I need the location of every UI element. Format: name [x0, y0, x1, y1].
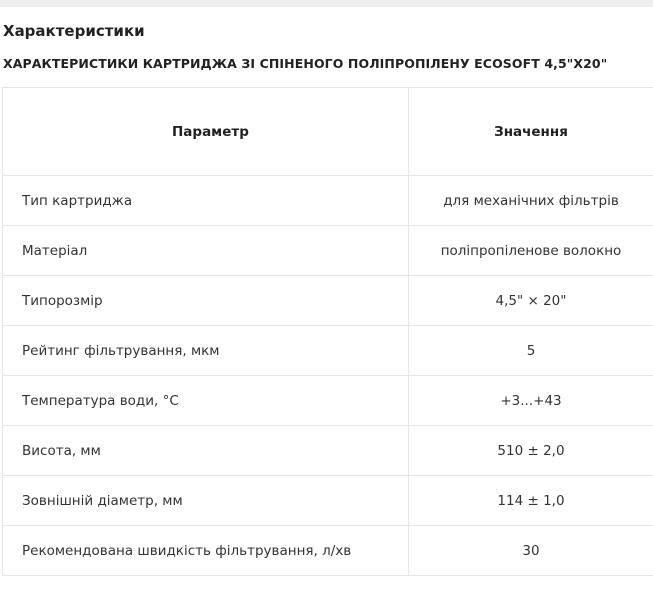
row-value: поліпропіленове волокно	[409, 226, 653, 276]
row-value: 30	[409, 526, 653, 576]
row-param: Матеріал	[3, 226, 409, 276]
row-value: 114 ± 1,0	[409, 476, 653, 526]
row-param: Температура води, °С	[3, 376, 409, 426]
row-param: Типорозмір	[3, 276, 409, 326]
table-row	[3, 376, 653, 426]
row-value: +3...+43	[409, 376, 653, 426]
row-param: Зовнішній діаметр, мм	[3, 476, 409, 526]
table-row	[3, 276, 653, 326]
section-title: Характеристики	[3, 22, 145, 40]
row-param: Рейтинг фільтрування, мкм	[3, 326, 409, 376]
row-param: Рекомендована швидкість фільтрування, л/хв	[3, 526, 409, 576]
spec-table	[2, 87, 653, 576]
row-param: Тип картриджа	[3, 176, 409, 226]
table-row	[3, 476, 653, 526]
table-row	[3, 526, 653, 576]
row-value: для механічних фільтрів	[409, 176, 653, 226]
top-divider-strip	[0, 0, 653, 7]
table-row	[3, 426, 653, 476]
table-row	[3, 326, 653, 376]
column-header-value: Значення	[409, 88, 653, 176]
row-value: 4,5" × 20"	[409, 276, 653, 326]
column-header-param: Параметр	[3, 88, 409, 176]
row-param: Висота, мм	[3, 426, 409, 476]
table-row	[3, 176, 653, 226]
spec-table-title: ХАРАКТЕРИСТИКИ КАРТРИДЖА ЗІ СПІНЕНОГО ПОЛІПРОПІЛЕНУ ECOSOFT 4,5"X20"	[3, 56, 608, 71]
row-value: 510 ± 2,0	[409, 426, 653, 476]
row-value: 5	[409, 326, 653, 376]
table-header-row	[3, 88, 653, 176]
table-row	[3, 226, 653, 276]
